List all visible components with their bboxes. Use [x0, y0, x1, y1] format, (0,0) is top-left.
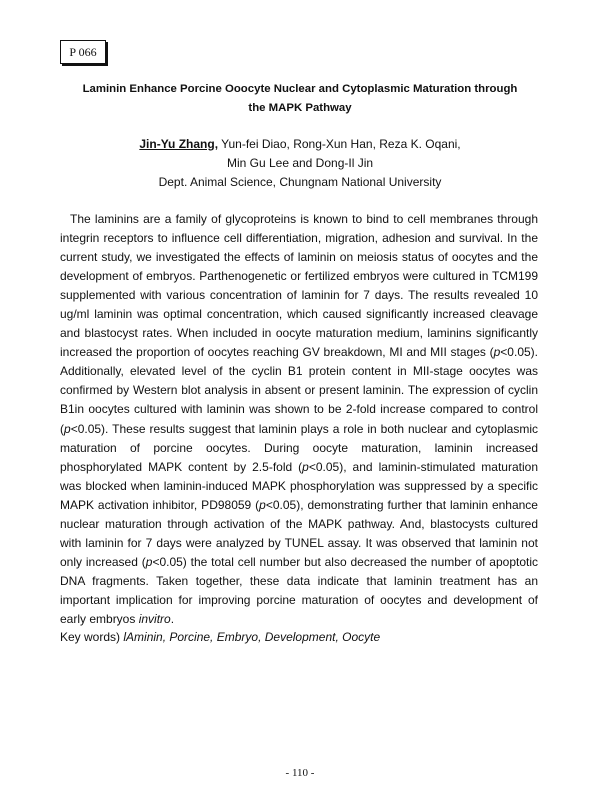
abstract-segment-4: <0.05), and laminin-stimulated maturation was blocked when laminin-induced MAPK phosphorylation was suppressed by a specific MAPK activation inhibitor, PD98059 (: [60, 459, 538, 512]
p-value-symbol: p: [145, 554, 153, 569]
abstract-segment-2: <0.05). Additionally, elevated level of the cyclin B1 protein content in MII-stage oocytes was confirmed by Western blot analysis in absent or present laminin. The expression of cyclin B1in oocytes cultured with laminin was shown to be 2-fold increase compared to control (: [60, 345, 538, 436]
abstract-segment-1: The laminins are a family of glycoproteins is known to bind to cell membranes through integrin receptors to influence cell differentiation, migration, adhesion and survival. In the current study, we investigated the effects of laminin on meiosis status of oocytes and the development of embryos. Parthenogenetic or fertilized embryos were cultured in TCM199 supplemented with various concentration of laminin for 7 days. The results revealed 10 ug/ml laminin was optimal concentration, which caused significantly increased cleavage and blastocyst rates. When included in oocyte maturation medium, laminins significantly increased the proportion of oocytes reaching GV breakdown, MI and MII stages (: [60, 212, 538, 360]
author-block: [40, 135, 560, 192]
invitro-term: invitro: [138, 611, 171, 626]
title-line-2: the MAPK Pathway: [248, 102, 352, 114]
lead-author: Jin-Yu Zhang,: [139, 137, 219, 151]
poster-id-box: [60, 40, 106, 64]
p-value-symbol: p: [64, 421, 71, 436]
p-value-symbol: p: [302, 459, 309, 474]
author-line-1: [40, 135, 560, 154]
abstract-segment-3: <0.05). These results suggest that laminin plays a role in both nuclear and cytoplasmic maturation of porcine oocytes. During oocyte maturation, laminin increased phosphorylated MAPK content by 2.5-fold (: [60, 421, 538, 474]
p-value-symbol: p: [259, 497, 266, 512]
keywords-line: [60, 628, 540, 647]
affiliation: Dept. Animal Science, Chungnam National University: [158, 175, 442, 189]
abstract-segment-6: <0.05) the total cell number but also decreased the number of apoptotic DNA fragments. Taken together, these data indicate that laminin treatment has an important implication for improving porcine maturation of oocytes and development of early embryos: [60, 554, 539, 626]
poster-id: P 066: [69, 44, 97, 59]
page-number: - 110 -: [285, 767, 315, 779]
co-authors-1: Yun-fei Diao, Rong-Xun Han, Reza K. Oqani,: [218, 137, 461, 151]
author-line-2: Min Gu Lee and Dong-Il Jin: [226, 156, 374, 170]
keywords-values: lAminin, Porcine, Embryo, Development, Oocyte: [123, 630, 381, 644]
abstract-body: [60, 210, 538, 629]
paper-title: [40, 80, 560, 118]
abstract-end: .: [170, 611, 175, 626]
p-value-symbol: p: [493, 345, 501, 360]
title-line-1: Laminin Enhance Porcine Ooocyte Nuclear and Cytoplasmic Maturation through: [82, 83, 518, 95]
abstract-segment-5: <0.05), demonstrating further that laminin enhance nuclear maturation through activation of the MAPK pathway. And, blastocysts cultured with laminin for 7 days were analyzed by TUNEL assay. It was observed that laminin not only increased (: [60, 497, 538, 569]
keywords-label: Key words): [60, 630, 124, 644]
